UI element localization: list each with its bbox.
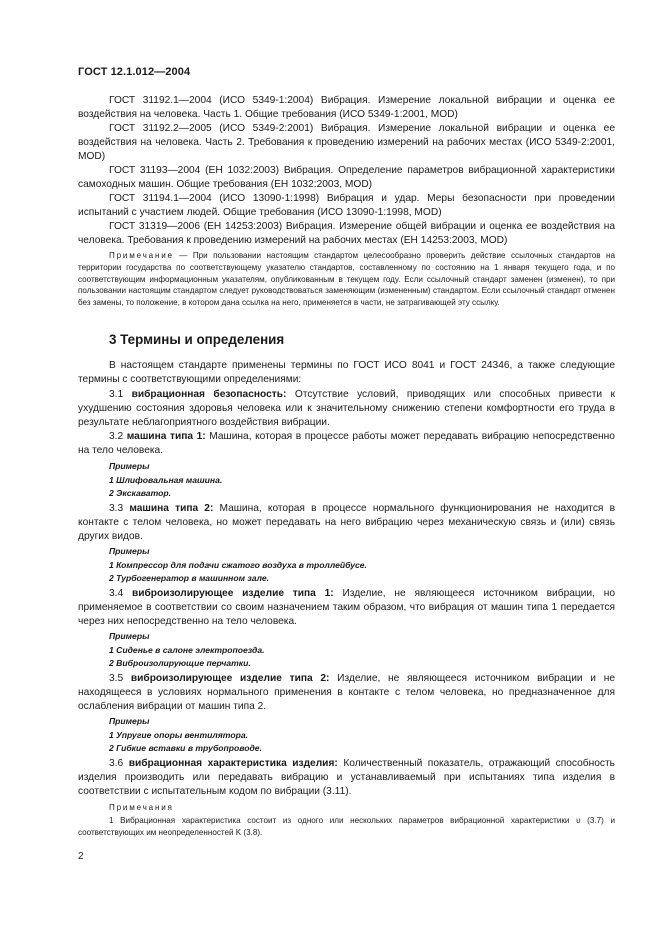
reference-paragraph: ГОСТ 31194.1—2004 (ИСО 13090-1:1998) Вибрация и удар. Меры безопасности при проведении испытаний с участием людей. Общие требования (ИСО 13090-1:1998, MOD) xyxy=(78,193,615,219)
notes-label: Примечания xyxy=(109,803,174,812)
example-item: 2 Экскаватор. xyxy=(109,488,171,498)
term-name: виброизолирующее изделие типа 2: xyxy=(130,673,330,684)
reference-paragraph: ГОСТ 31192.1—2004 (ИСО 5349-1:2004) Вибрация. Измерение локальной вибрации и оценка ее воздействия на человека. Часть 1. Общие требования (ИСО 5349-1:2001, MOD) xyxy=(78,95,615,121)
term-name: вибрационная безопасность: xyxy=(131,389,287,400)
examples-label: Примеры xyxy=(109,716,150,726)
term-number: 3.1 xyxy=(109,389,124,400)
term-name: виброизолирующее изделие типа 1: xyxy=(131,588,334,599)
reference-paragraph: ГОСТ 31192.2—2005 (ИСО 5349-2:2001) Вибрация. Измерение локальной вибрации и оценка ее воздействия на человека. Часть 2. Требования к проведению измерений на рабочих местах (ИСО 5349-2:2001, MOD) xyxy=(78,123,615,163)
term-definition xyxy=(78,502,615,545)
term-name: вибрационная характеристика изделия: xyxy=(128,758,338,769)
term-text: Изделие, не являющееся источником вибрации, но применяемое в соответствии со своим назначением таким образом, что вибрация от машин типа 1 передается через них непосредственно на тело человека. xyxy=(78,588,616,628)
intro-paragraph: В настоящем стандарте применены термины по ГОСТ ИСО 8041 и ГОСТ 24346, а также следующие термины с соответствующими определениями: xyxy=(78,360,615,386)
example-item: 2 Виброизолирующие перчатки. xyxy=(109,658,251,668)
term-text: Количественный показатель, отражающий способность изделия производить или передавать вибрацию и устанавливаемый при испытаниях типа изделия в соответствии с испытательным кодом по вибрации (3.11). xyxy=(78,758,615,798)
term-number: 3.3 xyxy=(109,503,124,514)
term-number: 3.2 xyxy=(109,431,124,442)
page-number: 2 xyxy=(78,851,84,862)
term-name: машина типа 2: xyxy=(129,503,214,514)
reference-paragraph: ГОСТ 31193—2004 (ЕН 1032:2003) Вибрация. Определение параметров вибрационной характеристики самоходных машин. Общие требования (ЕН 1032:2003, MOD) xyxy=(78,165,615,191)
term-text: Машина, которая в процессе нормального функционирования не находится в контакте с телом человека, но может передавать на него вибрацию через механическую связь и (или) связь других видов. xyxy=(78,503,615,543)
example-item: 2 Турбогенератор в машинном зале. xyxy=(109,573,270,583)
document-header: ГОСТ 12.1.012—2004 xyxy=(78,66,191,78)
example-item: 1 Упругие опоры вентилятора. xyxy=(109,730,248,740)
term-number: 3.4 xyxy=(109,588,124,599)
examples-label: Примеры xyxy=(109,546,150,556)
example-item: 1 Шлифовальная машина. xyxy=(109,475,223,485)
examples-label: Примеры xyxy=(109,631,150,641)
term-name: машина типа 1: xyxy=(126,431,206,442)
term-text: Машина, которая в процессе работы может передавать вибрацию непосредственно на тело человека. xyxy=(78,431,615,457)
term-definition xyxy=(78,587,615,630)
note-label: Примечание xyxy=(109,251,174,260)
term-text: Отсутствие условий, приводящих или способных привести к ухудшению состояния здоровья человека или к значительному снижению степени комфортности его труда в результате неблагоприятного воздействия вибрации. xyxy=(78,389,615,429)
term-definition xyxy=(78,757,615,800)
note-text: — При пользовании настоящим стандартом целесообразно проверить действие ссылочных стандартов на территории государства по соответствующему указателю стандартов, составленному по состоянию на 1 января текущего года, и по соответствующим информационным указателям, опубликованным в текущем году. Если ссылочный стандарт заменен (изменен), то при пользовании настоящим стандартом следует руководствоваться заменяющим (измененным) стандартом. Если ссылочный стандарт отменен без замены, то положение, в котором дана ссылка на него, применяется в части, не затрагивающей эту ссылку. xyxy=(78,251,615,308)
section-title: 3 Термины и определения xyxy=(109,332,285,347)
example-item: 1 Сиденье в салоне электропоезда. xyxy=(109,645,265,655)
examples-label: Примеры xyxy=(109,461,150,471)
term-text: Изделие, не являющееся источником вибрации и не находящееся в условиях нормального применения в контакте с телом человека, но предназначенное для ослабления вибрации от машин типа 2. xyxy=(78,673,615,713)
term-definition xyxy=(78,388,615,431)
example-item: 2 Гибкие вставки в трубопроводе. xyxy=(109,743,262,753)
term-definition xyxy=(78,672,615,715)
term-number: 3.6 xyxy=(109,758,124,769)
note-paragraph xyxy=(78,250,615,309)
reference-paragraph: ГОСТ 31319—2006 (ЕН 14253:2003) Вибрация. Измерение общей вибрации и оценка ее воздействия на человека. Требования к проведению измерений на рабочих местах (ЕН 14253:2003, MOD) xyxy=(78,221,615,247)
term-number: 3.5 xyxy=(109,673,124,684)
note-item: 1 Вибрационная характеристика состоит из одного или нескольких параметров вибрационной характеристики υ (3.7) и соответствующих им неопределенностей K (3.8). xyxy=(78,816,615,837)
term-definition xyxy=(78,430,615,458)
example-item: 1 Компрессор для подачи сжатого воздуха в троллейбусе. xyxy=(109,560,367,570)
